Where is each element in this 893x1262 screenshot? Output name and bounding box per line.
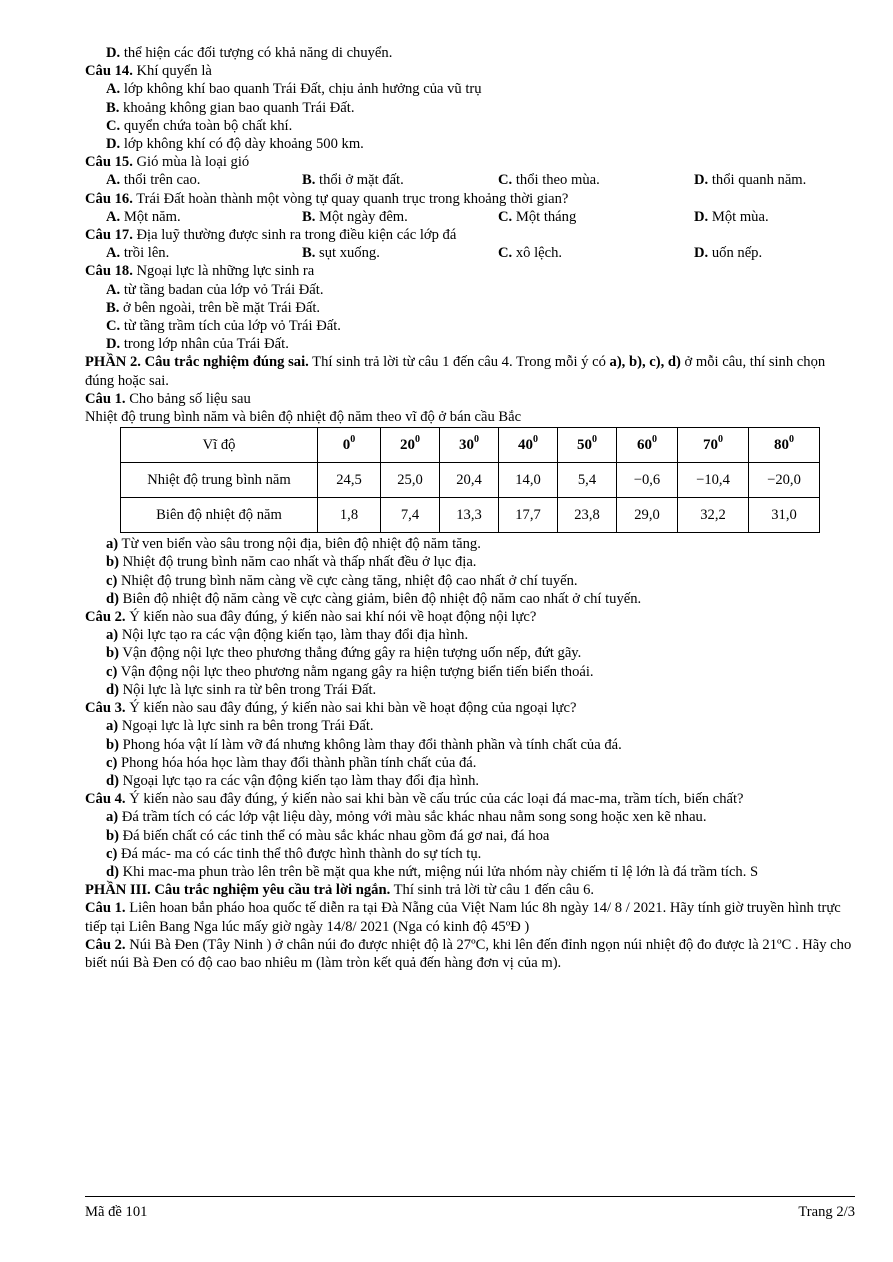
q16-option-a: A. Một năm.: [106, 208, 181, 225]
table-cell: −10,4: [678, 463, 749, 498]
q16-option-c: C. Một tháng: [498, 208, 577, 225]
q14-option-d: D. lớp không khí có độ dày khoảng 500 km.: [106, 136, 364, 153]
q18-option-d: D. trong lớp nhân của Trái Đất.: [106, 336, 289, 353]
p2q2-option-c: c) Vận động nội lực theo phương nằm ngang gây ra hiện tượng biển tiến biển thoái.: [106, 663, 594, 680]
exam-code: Mã đề 101: [85, 1204, 148, 1220]
table-cell: $50^0$: [558, 428, 617, 463]
q18-option-b: B. ở bên ngoài, trên bề mặt Trái Đất.: [106, 299, 321, 316]
table-cell: Biên độ nhiệt độ năm: [121, 498, 318, 533]
q15-options: [85, 171, 855, 189]
q16-option-d: D. Một mùa.: [694, 208, 769, 225]
q14-option-c: C. quyển chứa toàn bộ chất khí.: [106, 117, 293, 134]
table-cell: 23,8: [558, 498, 617, 533]
table-cell: $70^0$: [678, 428, 749, 463]
table-cell: $80^0$: [749, 428, 820, 463]
part3-heading: PHẦN III. Câu trắc nghiệm yêu cầu trả lời ngắn. Thí sinh trả lời từ câu 1 đến câu 6.: [85, 882, 595, 899]
q17-option-c: C. xô lệch.: [498, 245, 563, 262]
q17-option-d: D. uốn nếp.: [694, 245, 763, 262]
p2q4-option-a: a) Đá trầm tích có các lớp vật liệu dày, mỏng với màu sắc khác nhau nằm song song hoặc xen kẽ nhau.: [106, 809, 707, 826]
q13-option-d: D. thể hiện các đối tượng có khả năng di chuyển.: [106, 45, 393, 61]
q16-option-b: B. Một ngày đêm.: [302, 208, 408, 225]
table-cell: −20,0: [749, 463, 820, 498]
table-cell: 29,0: [617, 498, 678, 533]
table-cell: Nhiệt độ trung bình năm: [121, 463, 318, 498]
table-cell: 7,4: [381, 498, 440, 533]
p2q2-option-d: d) Nội lực là lực sinh ra từ bên trong Trái Đất.: [106, 681, 377, 698]
table-row: [121, 498, 820, 533]
q18-stem: Câu 18. Ngoại lực là những lực sinh ra: [85, 263, 315, 280]
table-cell: 1,8: [318, 498, 381, 533]
q16-stem: Câu 16. Trái Đất hoàn thành một vòng tự quay quanh trục trong khoảng thời gian?: [85, 190, 569, 207]
p2q2-option-b: b) Vận động nội lực theo phương thẳng đứng gây ra hiện tượng uốn nếp, đứt gãy.: [106, 645, 582, 662]
q17-option-b: B. sụt xuống.: [302, 245, 380, 262]
table-header-row: [121, 428, 820, 463]
table-cell: 31,0: [749, 498, 820, 533]
table-cell: 5,4: [558, 463, 617, 498]
table-cell: 32,2: [678, 498, 749, 533]
q18-option-a: A. từ tầng badan của lớp vỏ Trái Đất.: [106, 281, 324, 298]
q16-options: [85, 208, 855, 226]
p2q3-option-a: a) Ngoại lực là lực sinh ra bên trong Trái Đất.: [106, 718, 374, 735]
q15-option-d: D. thổi quanh năm.: [694, 172, 807, 189]
q18-option-c: C. từ tầng trầm tích của lớp vỏ Trái Đất.: [106, 318, 341, 335]
table-cell: $20^0$: [381, 428, 440, 463]
table-cell: $60^0$: [617, 428, 678, 463]
q15-option-c: C. thổi theo mùa.: [498, 172, 600, 189]
table-caption: Nhiệt độ trung bình năm và biên độ nhiệt độ năm theo vĩ độ ở bán cầu Bắc: [85, 409, 522, 426]
p2q1-stem: Câu 1. Cho bảng số liệu sau: [85, 390, 251, 407]
p2q1-option-c: c) Nhiệt độ trung bình năm càng về cực càng tăng, nhiệt độ cao nhất ở chí tuyến.: [106, 572, 578, 589]
temperature-table: [120, 427, 820, 533]
table-cell: $30^0$: [440, 428, 499, 463]
q14-option-a: A. lớp không khí bao quanh Trái Đất, chịu ảnh hưởng của vũ trụ: [106, 81, 482, 98]
table-cell: 25,0: [381, 463, 440, 498]
table-cell: 24,5: [318, 463, 381, 498]
table-cell: 13,3: [440, 498, 499, 533]
p3q2-stem: Câu 2. Núi Bà Đen (Tây Ninh ) ở chân núi đo được nhiệt độ là 27ºC, khi lên đến đỉnh ngọn núi nhiệt độ đo được là 21ºC . Hãy cho biết núi Bà Đen có độ cao bao nhiêu m (làm tròn kết quả đến hàng đơn vị của m).: [85, 936, 852, 971]
p3q1-stem: Câu 1. Liên hoan bắn pháo hoa quốc tế diễn ra tại Đà Nẵng của Việt Nam lúc 8h ngày 14/ 8 / 2021. Hãy tính giờ truyền hình trực tiếp tại Liên Bang Nga lúc mấy giờ ngày 14/8/ 2021 (Nga có kinh độ 45ºĐ ): [85, 900, 841, 935]
table-cell: 17,7: [499, 498, 558, 533]
p2q1-option-d: d) Biên độ nhiệt độ năm càng về cực càng giảm, biên độ nhiệt độ năm cao nhất ở chí tuyến.: [106, 590, 642, 607]
q15-option-a: A. thổi trên cao.: [106, 172, 201, 189]
table-cell: 20,4: [440, 463, 499, 498]
p2q3-option-b: b) Phong hóa vật lí làm vỡ đá nhưng không làm thay đổi thành phần và tính chất của đá.: [106, 736, 622, 753]
table-cell: −0,6: [617, 463, 678, 498]
p2q4-option-c: c) Đá mác- ma có các tinh thể thô được hình thành do sự tích tụ.: [106, 845, 482, 862]
p2q3-option-d: d) Ngoại lực tạo ra các vận động kiến tạo làm thay đổi địa hình.: [106, 772, 480, 789]
q17-option-a: A. trồi lên.: [106, 245, 170, 262]
page-number: Trang 2/3: [798, 1204, 855, 1220]
p2q1-option-b: b) Nhiệt độ trung bình năm cao nhất và thấp nhất đều ở lục địa.: [106, 554, 477, 571]
q17-options: [85, 244, 855, 262]
part2-heading: PHẦN 2. Câu trắc nghiệm đúng sai. Thí sinh trả lời từ câu 1 đến câu 4. Trong mỗi ý có a), b), c), d) ở mỗi câu, thí sinh chọn đúng hoặc sai.: [85, 354, 826, 389]
q14-stem: Câu 14. Khí quyển là: [85, 63, 212, 80]
p2q2-option-a: a) Nội lực tạo ra các vận động kiến tạo, làm thay đổi địa hình.: [106, 627, 469, 644]
exam-page: [85, 44, 855, 972]
p2q4-stem: Câu 4. Ý kiến nào sau đây đúng, ý kiến nào sai khi bàn về cấu trúc của các loại đá mac-ma, trầm tích, biến chất?: [85, 791, 744, 808]
p2q3-option-c: c) Phong hóa hóa học làm thay đổi thành phần tính chất của đá.: [106, 754, 477, 771]
q17-stem: Câu 17. Địa luỹ thường được sinh ra trong điều kiện các lớp đá: [85, 227, 457, 244]
p2q1-option-a: a) Từ ven biển vào sâu trong nội địa, biên độ nhiệt độ năm tăng.: [106, 536, 481, 553]
p2q2-stem: Câu 2. Ý kiến nào sua đây đúng, ý kiến nào sai khí nói về hoạt động nội lực?: [85, 609, 537, 626]
p2q4-option-b: b) Đá biến chất có các tinh thể có màu sắc khác nhau gồm đá gơ nai, đá hoa: [106, 827, 550, 844]
table-cell: Vĩ độ: [121, 428, 318, 463]
page-footer: [85, 1196, 855, 1221]
table-cell: 14,0: [499, 463, 558, 498]
table-cell: $40^0$: [499, 428, 558, 463]
table-row: [121, 463, 820, 498]
q14-option-b: B. khoảng không gian bao quanh Trái Đất.: [106, 99, 355, 116]
p2q4-option-d: d) Khi mac-ma phun trào lên trên bề mặt qua khe nứt, miệng núi lửa nhóm này chiếm tỉ lệ lớn là đá trầm tích. S: [106, 863, 759, 880]
p2q3-stem: Câu 3. Ý kiến nào sau đây đúng, ý kiến nào sai khi bàn về hoạt động của ngoại lực?: [85, 700, 577, 717]
table-cell: $0^0$: [318, 428, 381, 463]
q15-stem: Câu 15. Gió mùa là loại gió: [85, 154, 250, 171]
q15-option-b: B. thổi ở mặt đất.: [302, 172, 404, 189]
